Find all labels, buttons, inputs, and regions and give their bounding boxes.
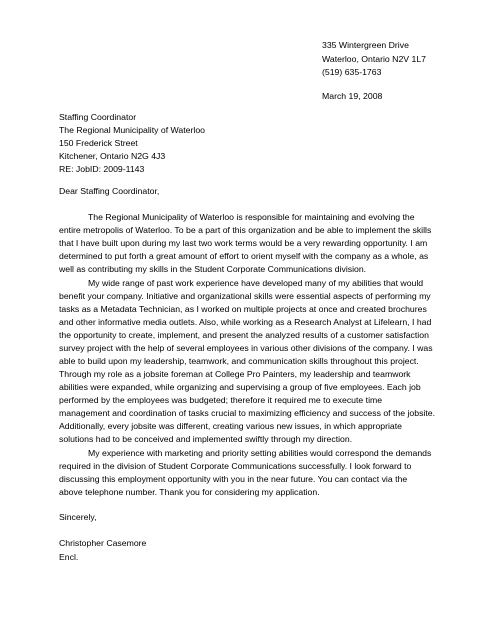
letter-date: March 19, 2008	[322, 91, 383, 101]
recipient-organization: The Regional Municipality of Waterloo	[59, 125, 205, 135]
paragraph-line: management and coordination of tasks crucial to maximizing efficiency and success of the jobsite.	[59, 408, 436, 418]
paragraph-line: My experience with marketing and priority setting abilities would correspond the demands	[88, 448, 432, 458]
paragraph-line: able to build upon my leadership, teamwork, and communication skills throughout this project.	[59, 356, 419, 366]
paragraph-line: that I have built upon during my last two work terms would be a very rewarding opportunity. I am	[59, 238, 428, 248]
enclosure-note: Encl.	[59, 552, 79, 562]
paragraph-line: and other informative media outlets. Also, while working as a Research Analyst at Lifelearn, I had	[59, 317, 432, 327]
paragraph-line: entire metropolis of Waterloo. To be a part of this organization and be able to implement the skills	[59, 225, 432, 235]
paragraph-line: well as contributing my skills in the Student Corporate Communications division.	[59, 264, 367, 274]
paragraph-line: Additionally, every jobsite was different, creating various new issues, in which appropriate	[59, 421, 403, 431]
paragraph-line: abilities were expanded, while organizing and supervising a group of five employees. Each job	[59, 382, 421, 392]
paragraph-line: above telephone number. Thank you for considering my application.	[59, 487, 320, 497]
paragraph-line: required in the division of Student Corporate Communications successfully. I look forward to	[59, 461, 412, 471]
reference-line: RE: JobID: 2009-1143	[59, 164, 145, 174]
paragraph-line: determined to put forth a great amount of effort to orient myself with the company as a whole, as	[59, 251, 429, 261]
sender-phone: (519) 635-1763	[322, 67, 382, 77]
paragraph-line: My wide range of past work experience have developed many of my abilities that would	[88, 278, 424, 288]
sender-street: 335 Wintergreen Drive	[322, 40, 409, 50]
paragraph-line: benefit your company. Initiative and organizational skills were essential aspects of performing my	[59, 291, 431, 301]
paragraph-line: solutions had to be conceived and implemented swiftly through my direction.	[59, 434, 353, 444]
paragraph-line: survey project with the help of several employees in various other divisions of the company. I was	[59, 343, 433, 353]
recipient-title: Staffing Coordinator	[59, 112, 137, 122]
signature-name: Christopher Casemore	[59, 538, 147, 548]
recipient-city: Kitchener, Ontario N2G 4J3	[59, 151, 166, 161]
paragraph-line: performed by the employees was budgeted; therefore it required me to execute time	[59, 395, 383, 405]
paragraph-line: The Regional Municipality of Waterloo is responsible for maintaining and evolving the	[88, 212, 415, 222]
paragraph-line: the opportunity to create, implement, and present the analyzed results of a customer satisfaction	[59, 330, 429, 340]
paragraph-line: Through my role as a jobsite foreman at College Pro Painters, my leadership and teamwork	[59, 369, 411, 379]
paragraph-line: tasks as a Metadata Technician, as I worked on multiple projects at once and created brochures	[59, 304, 427, 314]
salutation: Dear Staffing Coordinator,	[59, 186, 160, 196]
paragraph-line: discussing this employment opportunity with you in the near future. You can contact via the	[59, 474, 408, 484]
sender-city: Waterloo, Ontario N2V 1L7	[322, 54, 426, 64]
recipient-street: 150 Frederick Street	[59, 138, 138, 148]
closing: Sincerely,	[59, 512, 97, 522]
